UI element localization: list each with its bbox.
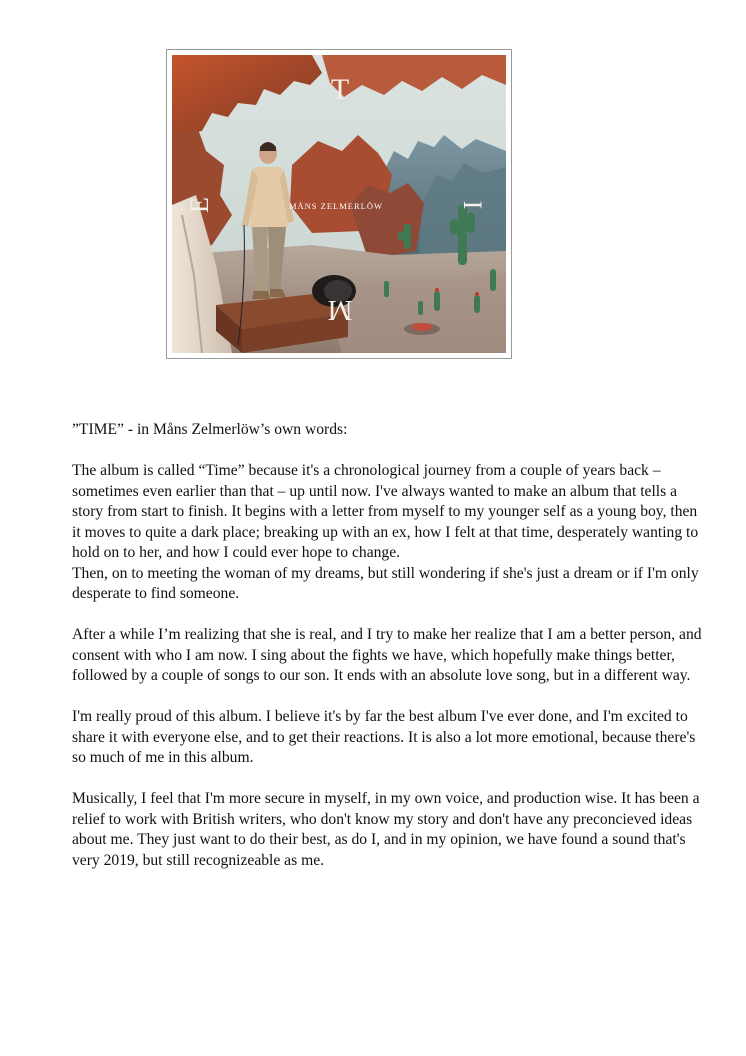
paragraph-1b: Then, on to meeting the woman of my dreams, but still wondering if she's just a dream or if I'm only desperate to find someone. — [72, 564, 699, 602]
paragraph-2: After a while I’m realizing that she is real, and I try to make her realize that I am a better person, and consent with who I am now. I sing about the fights we have, which hopefully make things better, followed by a couple of songs to our son. It ends with an absolute love song, but in a different way. — [72, 626, 702, 684]
paragraph-1: The album is called “Time” because it's a chronological journey from a couple of years back – sometimes even earlier than that – up until now. I've always wanted to make an album that tells a story from start to finish. It begins with a letter from myself to my younger self as a young boy, then it moves to quite a dark place; breaking up with an ex, how I felt at that time, desperately wanting to hold on to her, and how I could ever hope to change. — [72, 462, 699, 561]
cover-artist-name: MÅNS ZELMERLÖW — [288, 201, 384, 211]
cover-letter-right: I — [458, 200, 487, 210]
paragraph-3: I'm really proud of this album. I believe it's by far the best album I've ever done, and I'm excited to share it with everyone else, and to get their reactions. It is also a lot more emotional, because there's so much of me in this album. — [72, 708, 696, 766]
cover-letter-top: T — [330, 73, 350, 106]
cover-letter-bottom: M — [327, 294, 353, 325]
article-heading: ”TIME” - in Måns Zelmerlöw’s own words: — [72, 421, 348, 438]
album-cover-image — [172, 55, 506, 353]
album-cover-frame — [166, 49, 512, 359]
cover-letter-left: E — [185, 197, 214, 213]
paragraph-4: Musically, I feel that I'm more secure in myself, in my own voice, and production wise. It has been a relief to work with British writers, who don't know my story and don't have any preconcieved ideas about me. They just want to do their best, as do I, and in my opinion, we have found a sound that's very 2019, but still recognizeable as me. — [72, 790, 700, 869]
article-body — [72, 420, 702, 892]
